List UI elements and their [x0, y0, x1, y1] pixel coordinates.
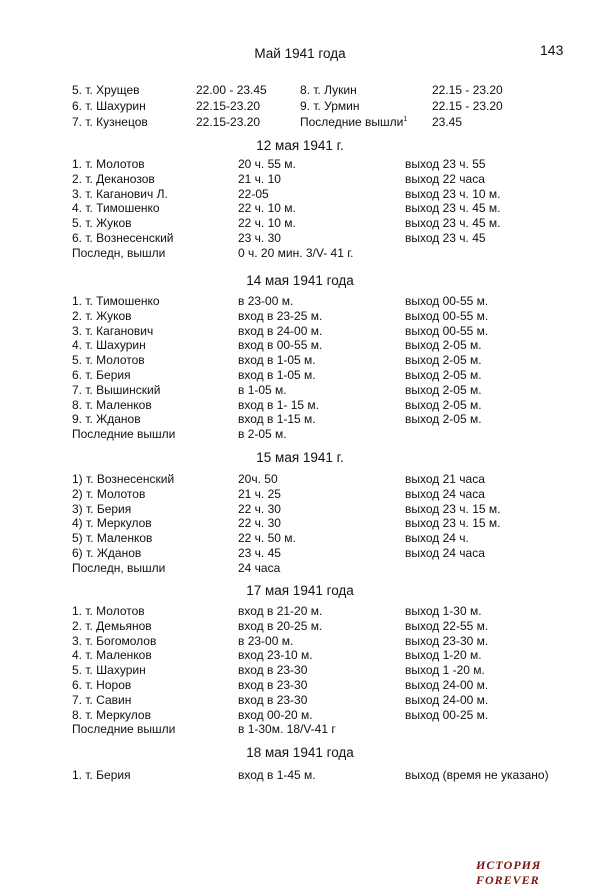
intro-time-left: 22.15-23.20 [196, 115, 261, 129]
exit-time: выход 21 часа [405, 472, 485, 486]
visit-row [0, 768, 600, 783]
entry-time: в 23-00 м. [238, 633, 294, 648]
visitor-name: 1. т. Берия [72, 768, 131, 782]
entry-time: 22 ч. 30 [238, 501, 281, 516]
visitor-name: 6. т. Берия [72, 368, 131, 382]
day-heading: 14 мая 1941 года [246, 273, 354, 288]
intro-time-right: 22.15 - 23.20 [432, 99, 503, 113]
day-heading: 17 мая 1941 года [246, 583, 354, 598]
visitor-name: 3. т. Каганович [72, 323, 154, 338]
entry-time: в 1-30м. 18/V-41 г [238, 722, 336, 737]
entry-time: в 23-00 м. [238, 294, 294, 308]
visit-row [0, 398, 600, 413]
entry-time: вход в 1-45 м. [238, 768, 316, 782]
visit-row [0, 604, 600, 619]
visitor-name: 9. т. Жданов [72, 412, 141, 427]
page-title: Май 1941 года [254, 46, 346, 61]
visit-row [0, 338, 600, 353]
visitor-name: 5) т. Маленков [72, 531, 153, 546]
entry-time: 0 ч. 20 мин. 3/V- 41 г. [238, 245, 354, 260]
entry-time: вход в 23-25 м. [238, 308, 323, 323]
visit-row [0, 246, 600, 261]
visitor-name: 7. т. Вышинский [72, 382, 161, 397]
visitor-name: 1. т. Тимошенко [72, 294, 160, 308]
intro-time-left: 22.15-23.20 [196, 99, 261, 113]
exit-time: выход 23 ч. 45 [405, 231, 486, 245]
visitor-name: 8. т. Маленков [72, 397, 152, 412]
visit-row [0, 619, 600, 634]
visit-row [0, 353, 600, 368]
entry-time: вход в 21-20 м. [238, 604, 323, 618]
entry-time: вход 00-20 м. [238, 707, 313, 722]
intro-name-right: 8. т. Лукин [300, 83, 357, 97]
visit-row [0, 516, 600, 531]
exit-time: выход 00-55 м. [405, 308, 489, 323]
entry-time: 22 ч. 10 м. [238, 216, 296, 231]
intro-row [0, 115, 600, 130]
entry-time: вход в 23-30 [238, 678, 308, 692]
entry-time: вход в 1-15 м. [238, 412, 316, 427]
exit-time: выход 24 часа [405, 546, 485, 560]
exit-time: выход 23 ч. 55 [405, 157, 486, 171]
entry-time: вход в 1-05 м. [238, 353, 316, 368]
visitor-name: 1. т. Молотов [72, 157, 145, 171]
visit-row [0, 472, 600, 487]
visitor-name: 5. т. Молотов [72, 353, 145, 368]
entry-time: 20ч. 50 [238, 472, 278, 486]
visitor-name: 7. т. Савин [72, 692, 132, 707]
exit-time: выход 00-55 м. [405, 294, 489, 308]
entry-time: вход в 23-30 [238, 663, 308, 678]
exit-time: выход 2-05 м. [405, 412, 482, 427]
visitor-name: 1) т. Вознесенский [72, 472, 175, 486]
entry-time: вход в 1-05 м. [238, 368, 316, 382]
exit-time: выход 24-00 м. [405, 692, 489, 707]
day-heading: 15 мая 1941 г. [256, 450, 344, 465]
exit-time: выход 2-05 м. [405, 382, 482, 397]
visitor-name: 2) т. Молотов [72, 486, 146, 501]
visit-row [0, 201, 600, 216]
day-heading: 12 мая 1941 г. [256, 138, 344, 153]
visit-row [0, 383, 600, 398]
visitor-name: 5. т. Шахурин [72, 663, 146, 678]
exit-time: выход 23 ч. 15 м. [405, 516, 501, 531]
visit-row [0, 561, 600, 576]
exit-time: выход 2-05 м. [405, 368, 482, 382]
visitor-name: 3) т. Берия [72, 501, 132, 516]
visitor-name: Последние вышли [72, 427, 176, 442]
visitor-name: Последн, вышли [72, 245, 166, 260]
visit-row [0, 216, 600, 231]
exit-time: выход 22-55 м. [405, 618, 489, 633]
entry-time: 22-05 [238, 186, 269, 201]
entry-time: 21 ч. 10 [238, 171, 281, 186]
exit-time: выход 2-05 м. [405, 397, 482, 412]
visitor-name: Последние вышли [72, 722, 176, 737]
visit-row [0, 427, 600, 442]
entry-time: 22 ч. 50 м. [238, 531, 296, 546]
visitor-name: 5. т. Жуков [72, 216, 132, 231]
intro-time-right: 23.45 [432, 115, 463, 129]
exit-time: выход 1-20 м. [405, 648, 482, 663]
visitor-name: 4. т. Маленков [72, 648, 152, 663]
exit-time: выход 24 часа [405, 486, 485, 501]
visit-row [0, 663, 600, 678]
visitor-name: 1. т. Молотов [72, 604, 145, 618]
entry-time: 23 ч. 45 [238, 546, 281, 560]
visit-row [0, 231, 600, 246]
visit-row [0, 693, 600, 708]
visit-row [0, 648, 600, 663]
visitor-name: 6. т. Вознесенский [72, 231, 174, 245]
visit-row [0, 172, 600, 187]
visit-row [0, 502, 600, 517]
visitor-name: 2. т. Жуков [72, 308, 132, 323]
exit-time: выход (время не указано) [405, 768, 549, 782]
intro-row [0, 99, 600, 114]
visit-row [0, 309, 600, 324]
visit-row [0, 546, 600, 561]
exit-time: выход 1-30 м. [405, 604, 482, 618]
exit-time: выход 23 ч. 10 м. [405, 186, 501, 201]
visit-row [0, 187, 600, 202]
exit-time: выход 00-55 м. [405, 323, 489, 338]
visit-row [0, 294, 600, 309]
visitor-name: 4) т. Меркулов [72, 516, 152, 531]
visitor-name: 6. т. Норов [72, 678, 132, 692]
visitor-name: 6) т. Жданов [72, 546, 142, 560]
visit-row [0, 368, 600, 383]
visit-row [0, 708, 600, 723]
visitor-name: 4. т. Шахурин [72, 338, 146, 353]
exit-time: выход 23 ч. 45 м. [405, 216, 501, 231]
entry-time: вход в 20-25 м. [238, 618, 323, 633]
intro-name-right: Последние вышли$^1$ [300, 115, 408, 129]
publisher-brand: ИСТОРИЯ FOREVER [476, 858, 542, 887]
intro-time-left: 22.00 - 23.45 [196, 83, 267, 97]
exit-time: выход 24 ч. [405, 531, 469, 546]
entry-time: вход в 23-30 [238, 692, 308, 707]
visit-row [0, 722, 600, 737]
exit-time: выход 23 ч. 15 м. [405, 501, 501, 516]
entry-time: 22 ч. 10 м. [238, 201, 296, 216]
exit-time: выход 00-25 м. [405, 707, 489, 722]
entry-time: 23 ч. 30 [238, 231, 281, 245]
entry-time: в 1-05 м. [238, 382, 287, 397]
visit-row [0, 412, 600, 427]
intro-row [0, 83, 600, 98]
visitor-name: 3. т. Каганович Л. [72, 186, 168, 201]
entry-time: вход в 24-00 м. [238, 323, 323, 338]
visit-row [0, 487, 600, 502]
intro-name-left: 5. т. Хрущев [72, 83, 140, 97]
exit-time: выход 22 часа [405, 171, 485, 186]
visit-row [0, 678, 600, 693]
visit-row [0, 531, 600, 546]
intro-time-right: 22.15 - 23.20 [432, 83, 503, 97]
footnote-mark: 1 [403, 116, 408, 123]
entry-time: 20 ч. 55 м. [238, 157, 296, 171]
entry-time: вход в 1- 15 м. [238, 397, 319, 412]
exit-time: выход 23-30 м. [405, 633, 489, 648]
visitor-name: 8. т. Меркулов [72, 707, 151, 722]
exit-time: выход 24-00 м. [405, 678, 489, 692]
visitor-name: Последн, вышли [72, 560, 166, 575]
visitor-name: 2. т. Деканозов [72, 171, 155, 186]
visitor-name: 2. т. Демьянов [72, 618, 152, 633]
intro-name-right: 9. т. Урмин [300, 99, 360, 113]
entry-time: 22 ч. 30 [238, 516, 281, 531]
entry-time: 21 ч. 25 [238, 486, 281, 501]
visitor-name: 4. т. Тимошенко [72, 201, 160, 216]
entry-time: в 2-05 м. [238, 427, 287, 442]
day-heading: 18 мая 1941 года [246, 745, 354, 760]
entry-time: вход в 00-55 м. [238, 338, 323, 353]
visitor-name: 3. т. Богомолов [72, 633, 157, 648]
entry-time: вход 23-10 м. [238, 648, 313, 663]
entry-time: 24 часа [238, 560, 281, 575]
exit-time: выход 2-05 м. [405, 353, 482, 368]
visit-row [0, 324, 600, 339]
exit-time: выход 2-05 м. [405, 338, 482, 353]
visit-row [0, 634, 600, 649]
exit-time: выход 23 ч. 45 м. [405, 201, 501, 216]
intro-name-left: 7. т. Кузнецов [72, 115, 148, 129]
page-number: 143 [540, 42, 564, 58]
exit-time: выход 1 -20 м. [405, 663, 485, 678]
visit-row [0, 157, 600, 172]
intro-name-left: 6. т. Шахурин [72, 99, 146, 113]
